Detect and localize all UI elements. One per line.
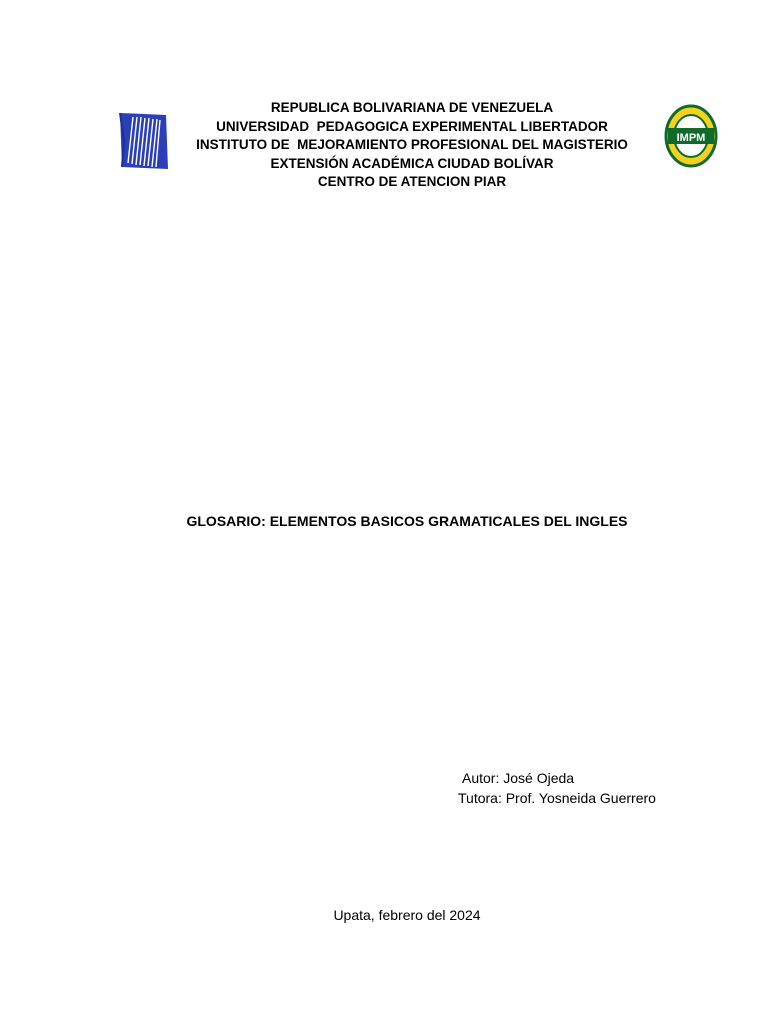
header-line-extension: EXTENSIÓN ACADÉMICA CIUDAD BOLÍVAR bbox=[270, 155, 554, 171]
tutor-line: Tutora: Prof. Yosneida Guerrero bbox=[458, 790, 656, 806]
header-line-university: UNIVERSIDAD PEDAGOGICA EXPERIMENTAL LIBERTADOR bbox=[216, 118, 608, 134]
impm-logo-text: IMPM bbox=[676, 132, 706, 144]
header-line-center: CENTRO DE ATENCION PIAR bbox=[317, 174, 507, 190]
header-line-institute: INSTITUTO DE MEJORAMIENTO PROFESIONAL DEL MAGISTERIO bbox=[196, 137, 628, 153]
header-line-country: REPUBLICA BOLIVARIANA DE VENEZUELA bbox=[270, 100, 554, 115]
document-title: GLOSARIO: ELEMENTOS BASICOS GRAMATICALES DEL INGLES bbox=[186, 513, 628, 529]
place-date: Upata, febrero del 2024 bbox=[333, 907, 481, 923]
author-line: Autor: José Ojeda bbox=[462, 770, 575, 786]
impm-logo-icon bbox=[664, 104, 718, 168]
credits-block bbox=[458, 768, 656, 808]
institution-header bbox=[150, 99, 674, 192]
